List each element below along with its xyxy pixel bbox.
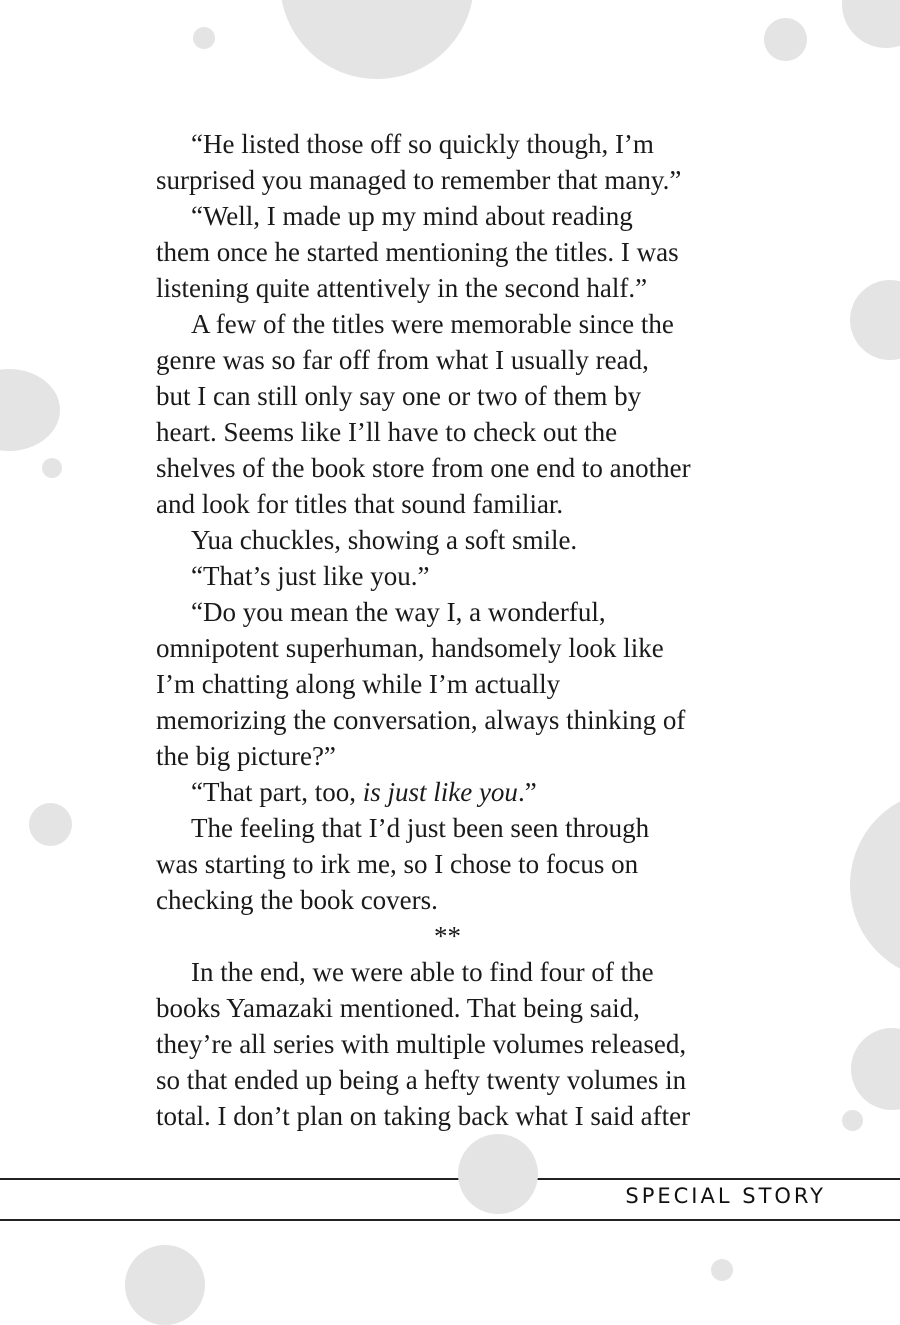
decor-circle (850, 280, 900, 360)
text-line: listening quite attentively in the second half.” (156, 273, 648, 303)
decor-circle (0, 369, 60, 451)
text-line: A few of the titles were memorable since the (191, 309, 674, 339)
decor-circle (851, 1028, 900, 1110)
text-line: but I can still only say one or two of them by (156, 381, 642, 411)
text-line: In the end, we were able to find four of the (191, 957, 654, 987)
italic-text: is just like you (362, 777, 518, 807)
text-line: “He listed those off so quickly though, I’m (191, 129, 654, 159)
text-line: and look for titles that sound familiar. (156, 489, 564, 519)
text-line: Yua chuckles, showing a soft smile. (191, 525, 578, 555)
decor-circle (458, 1134, 538, 1214)
text-line: books Yamazaki mentioned. That being said, (156, 993, 640, 1023)
footer-rule-top (0, 1178, 900, 1180)
text-segment: “That part, too, (191, 777, 363, 807)
text-line: memorizing the conversation, always thinking of (156, 705, 686, 735)
text-line: total. I don’t plan on taking back what I said after (156, 1101, 691, 1131)
text-line: was starting to irk me, so I chose to focus on (156, 849, 639, 879)
text-line: they’re all series with multiple volumes released, (156, 1029, 687, 1059)
text-segment: .” (517, 777, 537, 807)
decor-circle (842, 0, 900, 48)
decor-circle (125, 1245, 205, 1325)
text-line: the big picture?” (156, 741, 336, 771)
decor-circle (711, 1259, 733, 1281)
decor-circle (29, 803, 72, 846)
footer-rule-bottom (0, 1219, 900, 1221)
text-line: The feeling that I’d just been seen through (191, 813, 650, 843)
decor-circle (842, 1110, 863, 1131)
decor-circle (850, 790, 900, 980)
text-line: surprised you managed to remember that many.” (156, 165, 682, 195)
text-line: omnipotent superhuman, handsomely look like (156, 633, 664, 663)
text-line: them once he started mentioning the titles. I was (156, 237, 679, 267)
decor-circle (42, 458, 62, 478)
text-line: “Do you mean the way I, a wonderful, (191, 597, 606, 627)
text-line: shelves of the book store from one end to another (156, 453, 691, 483)
text-line: checking the book covers. (156, 885, 438, 915)
scene-break: ** (434, 921, 461, 951)
text-line: so that ended up being a hefty twenty volumes in (156, 1065, 687, 1095)
text-line: “That’s just like you.” (191, 561, 430, 591)
story-text (156, 126, 756, 1134)
decor-circle (764, 18, 807, 61)
text-line: heart. Seems like I’ll have to check out the (156, 417, 618, 447)
text-line: genre was so far off from what I usually read, (156, 345, 649, 375)
decor-circle (193, 27, 215, 49)
text-line: I’m chatting along while I’m actually (156, 669, 561, 699)
running-footer: SPECIAL STORY (625, 1184, 826, 1208)
decor-circle (280, 0, 474, 79)
text-line: “Well, I made up my mind about reading (191, 201, 633, 231)
text-line (156, 774, 756, 810)
